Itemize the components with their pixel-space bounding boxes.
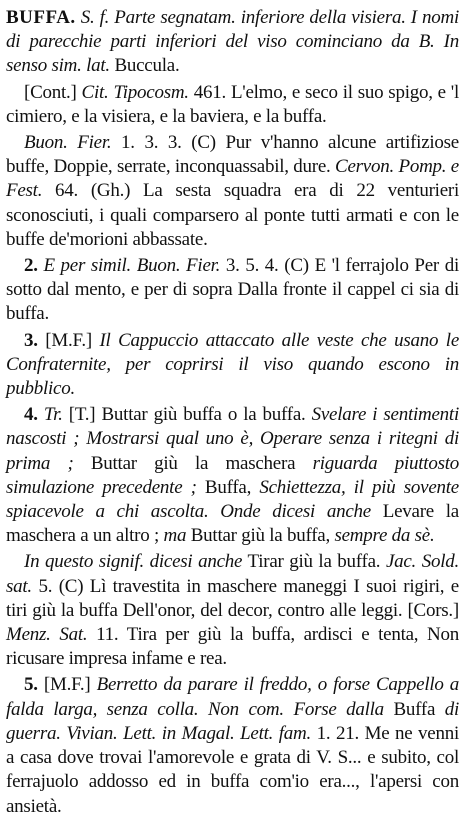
sense-4-segment: [T.] Buttar giù buffa o la buffa. [62, 404, 312, 426]
sense-2 [6, 254, 459, 327]
sense-5-segment: 1. 21. Me ne venni a casa dove trovai l'amorevole e grata di V. S... e subito, col ferrajuolo addosso ed in buffa com'io era..., l'apersi con ansietà. [6, 722, 459, 817]
sense-4-continued-segment: 5. (C) Lì travestita in maschere maneggi I suoi rigiri, e tiri giù la buffa Dell'onor, del decor, contro alle leggi. [Cors.] [6, 575, 459, 621]
sense-4-segment: sempre da sè. [334, 525, 435, 547]
sense-4-segment: Buttar giù la maschera [73, 452, 313, 474]
sense-2-segment: 3. 5. 4. (C) E 'l ferrajolo Per di sotto dal mento, e per di sopra Dalla fronte il cappel ci sia di buffa. [6, 255, 459, 325]
sense-3-segment: [M.F.] [45, 329, 100, 351]
sense-4-segment: 4. [24, 404, 44, 426]
sense-citation-buon-fier [6, 131, 459, 252]
sense-citation-buon-fier-segment: Cervon. Pomp. e Fest. [6, 156, 459, 202]
sense-4-continued-segment: Menz. Sat. [6, 624, 88, 646]
sense-4-continued-segment: 11. Tira per giù la buffa, ardisci e tenta, Non ricusare impresa infame e rea. [6, 624, 459, 670]
headword-paragraph-segment: S. f. Parte segnatam. inferiore della visiera. I nomi di parecchie parti inferiori del viso cominciano da B. In senso sim. lat. [6, 7, 459, 77]
sense-5-segment: [M.F.] [43, 674, 97, 696]
sense-4-segment: riguarda piuttosto simulazione precedente ; [6, 452, 459, 498]
sense-3-segment: Il Cappuccio attaccato alle veste che usano le Confraternite, per coprirsi il viso quando escono in pubblico. [6, 329, 460, 400]
sense-citation-tipocosm-segment: [Cont.] [24, 81, 82, 103]
sense-5-segment: Buffa [383, 698, 445, 720]
sense-2-segment: E per simil. Buon. Fier. [43, 255, 221, 277]
sense-4-segment: Tr. [43, 404, 63, 426]
sense-citation-buon-fier-segment: 1. 3. 3. (C) Pur v'hanno alcune artifiziose buffe, Doppie, serrate, inconquassabil, dure. [6, 132, 459, 178]
sense-citation-tipocosm-segment: Cit. Tipocosm. [81, 81, 189, 103]
headword-paragraph-segment: BUFFA. [6, 7, 76, 28]
sense-4-segment: Schiettezza, il più sovente spiacevole a chi ascolta. Onde dicesi anche [6, 476, 459, 523]
sense-4-continued-segment: Tirar giù la buffa. [242, 551, 386, 573]
sense-5-segment: Berretto da parare il freddo, o forse Cappello a falda larga, senza colla. Non com. Forse dalla [6, 674, 460, 720]
sense-4-segment: ma [163, 525, 187, 547]
sense-5 [6, 673, 459, 818]
sense-4-continued-segment: Jac. Sold. sat. [6, 551, 459, 597]
sense-5-segment: 5. [24, 674, 44, 696]
sense-4-segment: Svelare i sentimenti nascosti ; Mostrarsi qual uno è, Operare senza i ritegni di prima ; [6, 404, 459, 474]
sense-2-segment: 2. [24, 255, 44, 277]
sense-4-continued-segment: In questo signif. dicesi anche [24, 551, 243, 573]
sense-4-segment: Buttar giù la buffa, [186, 525, 335, 547]
sense-4 [6, 403, 459, 548]
sense-5-segment: di guerra. Vivian. Lett. in Magal. Lett. fam. [6, 698, 460, 744]
sense-citation-tipocosm [6, 81, 459, 129]
sense-4-segment: Levare la maschera a un altro ; [6, 501, 459, 547]
headword-paragraph-segment: Buccula. [109, 55, 180, 77]
sense-citation-buon-fier-segment: Buon. Fier. [24, 132, 112, 154]
sense-3 [6, 329, 459, 402]
sense-3-segment: 3. [24, 329, 46, 351]
sense-citation-buon-fier-segment: 64. (Gh.) La sesta squadra era di 22 venturieri sconosciuti, i quali comparsero al ponte tutti armati e con le buffe de'morioni abbassate. [6, 180, 459, 250]
headword-paragraph [6, 6, 459, 79]
sense-4-segment: Buffa, [196, 476, 260, 498]
sense-4-continued [6, 550, 459, 671]
sense-citation-tipocosm-segment: 461. L'elmo, e seco il suo spigo, e 'l cimiero, e la visiera, e la baviera, e la buffa. [6, 81, 459, 127]
